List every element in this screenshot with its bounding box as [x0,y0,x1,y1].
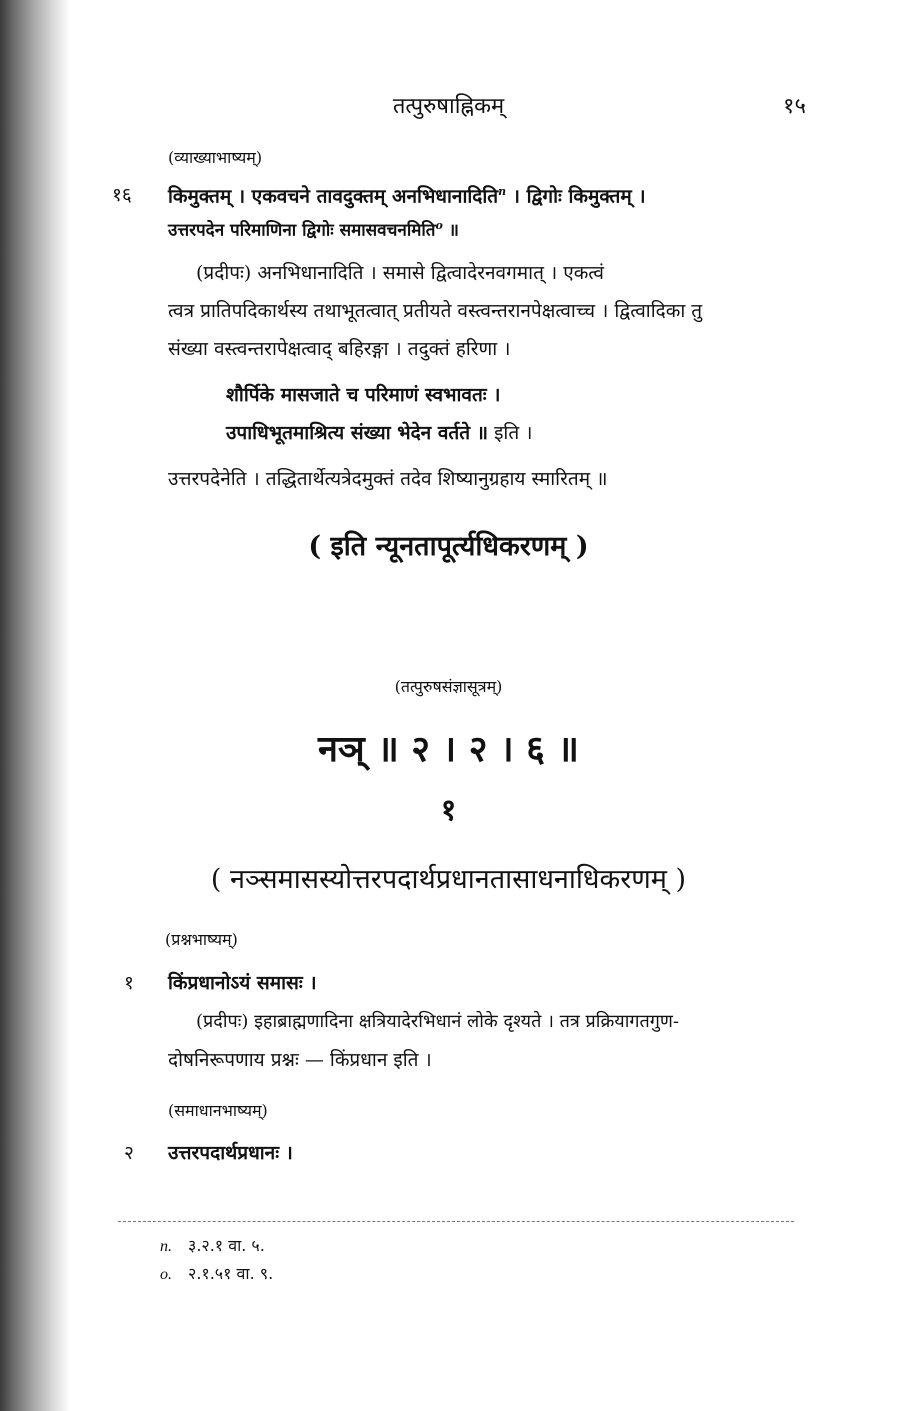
adhikarana-number: १ [440,793,457,828]
pradipa-line-4: उत्तरपदेनेति । तद्धितार्थेत्यत्रेदमुक्तं तदेव शिष्यानुग्रहाय स्मारितम् ॥ [168,468,608,490]
footnote-mark-o: o [435,219,443,232]
pradipa-line-3: संख्या वस्त्वन्तरापेक्षत्वाद् बहिरङ्गा । तदुक्तं हरिणा । [168,338,511,360]
pradipa-line-2: त्वत्र प्रातिपदिकार्थस्य तथाभूतत्वात् प्रतीयते वस्त्वन्तरानपेक्षत्वाच्च । द्वित्वादिका तु [168,300,703,322]
sutra-title: नञ् ॥ २ । २ । ६ ॥ [317,728,579,770]
footnote-1: n. ३.२.१ वा. ५. [160,1236,265,1255]
page-number: १५ [783,94,806,119]
prashna-pradipa-line-2: दोषनिरूपणाय प्रश्नः — किंप्रधान इति । [168,1049,432,1071]
footnote-separator-rule [118,1221,794,1222]
section-end-heading: ( इति न्यूनतापूर्त्यधिकरणम् ) [308,531,589,562]
scanned-page-edge-shadow [0,0,70,1411]
paragraph-number: १६ [112,184,132,206]
vyakhya-bhashya-label: (व्याख्याभाष्यम्) [168,148,263,167]
samadhana-bhashya-label: (समाधानभाष्यम्) [168,1101,268,1120]
paragraph-number: १ [124,972,134,994]
footnote-2: o. २.१.५१ वा. ९. [160,1264,274,1283]
sutra-label: (तत्पुरुषसंज्ञासूत्रम्) [394,677,503,696]
prashna-bhashya-label: (प्रश्नभाष्यम्) [165,930,238,949]
prashna-pradipa-line-1: (प्रदीपः) इहाब्राह्मणादिना क्षत्रियादेरभिधानं लोके दृश्यते । तत्र प्रक्रियागतगुण- [196,1011,680,1032]
bhashya-line-1: किमुक्तम् । एकवचने तावदुक्तम् अनभिधानादिति$^n$ । द्विगोः किमुक्तम् । [168,185,646,208]
footnote-mark-n: n [498,185,507,198]
bhashya-line-2: उत्तरपदेन परिमाणिना द्विगोः समासवचनमिति$^o$ ॥ [168,219,459,241]
adhikarana-title: ( नञ्समासस्योत्तरपदार्थप्रधानतासाधनाधिकरणम् ) [210,864,687,895]
paragraph-number: २ [124,1142,134,1164]
samadhana-text: उत्तरपदार्थप्रधानः । [168,1142,293,1164]
prashna-text: किंप्रधानोऽयं समासः । [168,972,317,994]
verse-line-2: उपाधिभूतमाश्रित्य संख्या भेदेन वर्तते ॥ इति । [226,422,533,444]
pradipa-line-1: (प्रदीपः) अनभिधानादिति । समासे द्वित्वादेरनवगमात् । एकत्वं [196,262,604,284]
running-header-title: तत्पुरुषाह्निकम् [392,94,505,119]
verse-line-1: शौर्पिके मासजाते च परिमाणं स्वभावतः । [226,384,501,406]
